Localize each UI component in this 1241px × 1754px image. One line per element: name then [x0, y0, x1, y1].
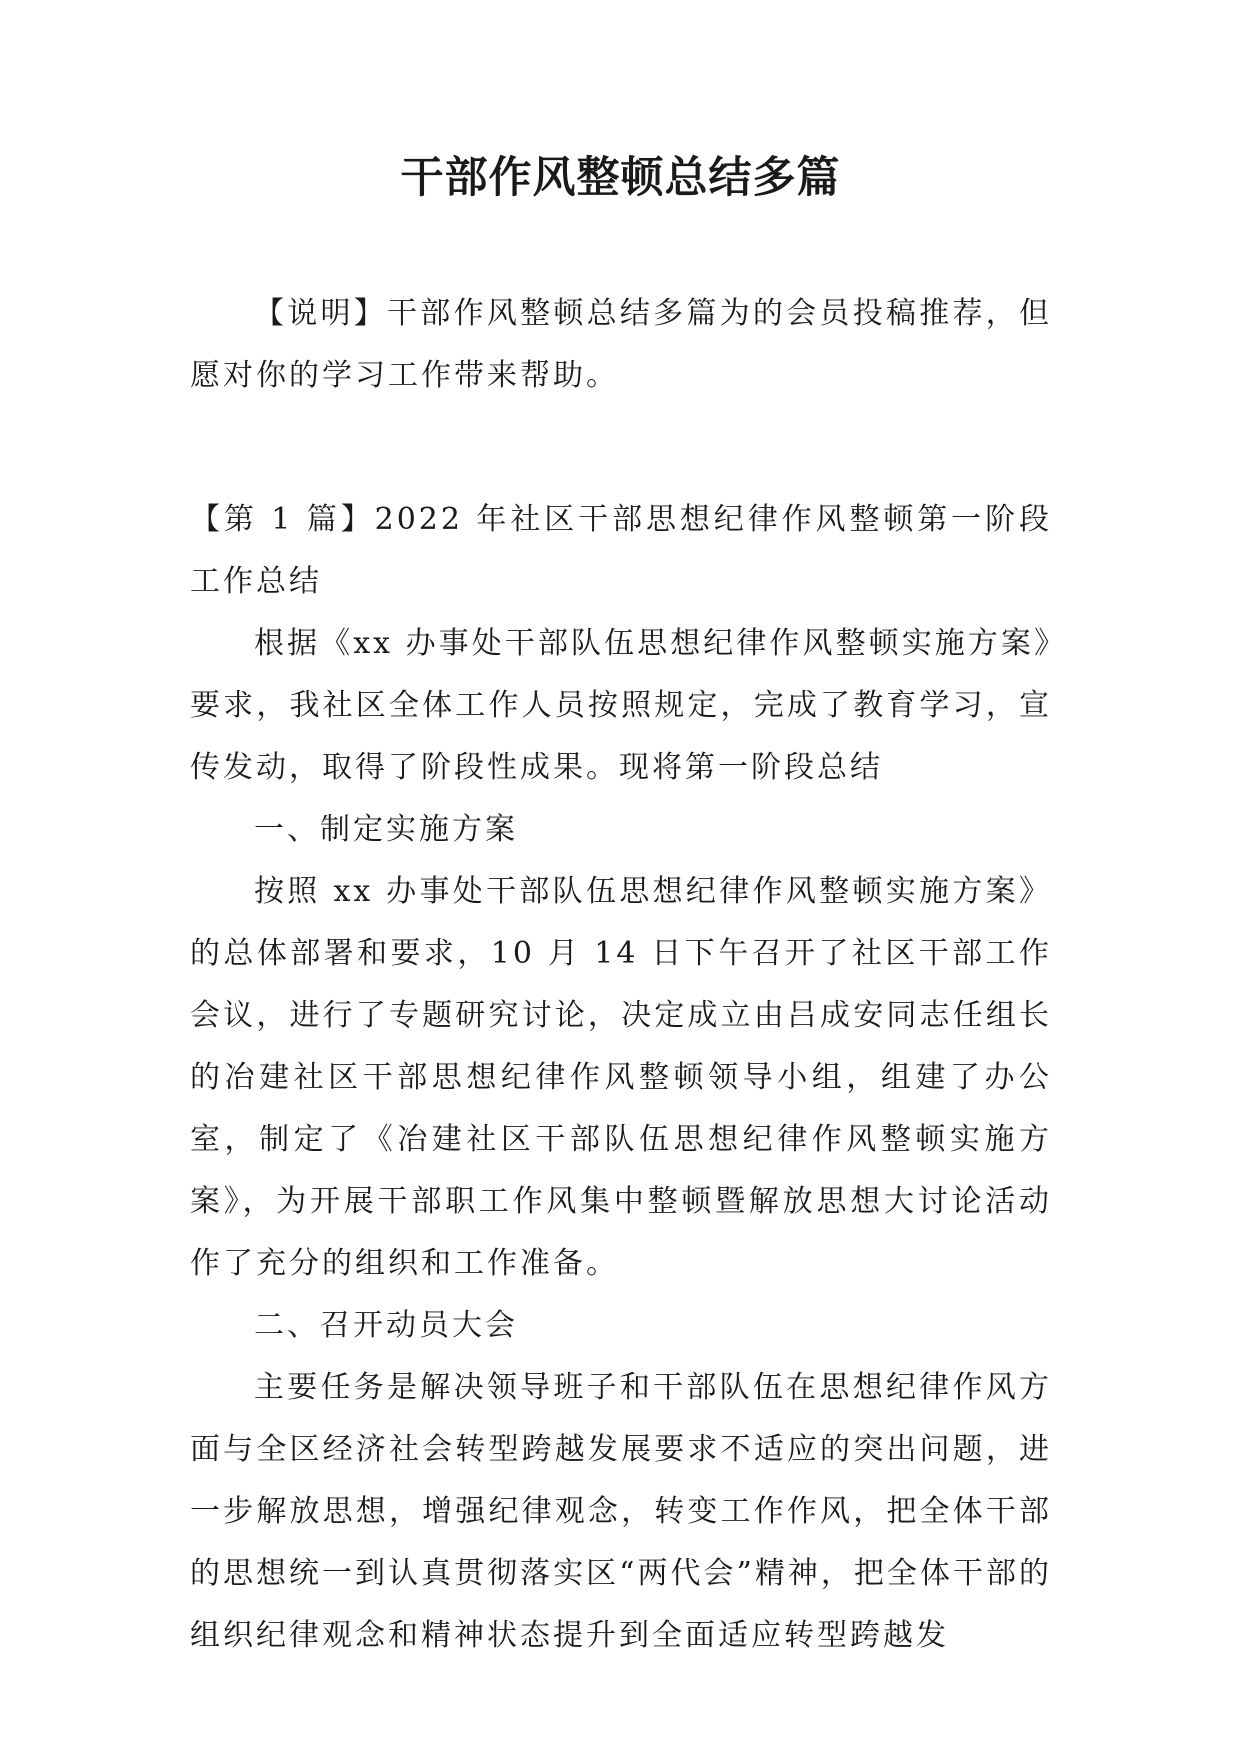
body-paragraph-1: 根据《xx 办事处干部队伍思想纪律作风整顿实施方案》要求，我社区全体工作人员按照规定，完成了教育学习，宣传发动，取得了阶段性成果。现将第一阶段总结 [190, 626, 1052, 785]
body-paragraph-2: 按照 xx 办事处干部队伍思想纪律作风整顿实施方案》的总体部署和要求，10 月 14 日下午召开了社区干部工作会议，进行了专题研究讨论，决定成立由吕成安同志任组长的冶建社区干部思想纪律作风整顿领导小组，组建了办公室，制定了《冶建社区干部队伍思想纪律作风整顿实施方案》，为开展干部职工作风集中整顿暨解放思想大讨论活动作了充分的组织和工作准备。 [190, 874, 1052, 1281]
document-body [190, 283, 1052, 1667]
article-heading: 【第 1 篇】2022 年社区干部思想纪律作风整顿第一阶段工作总结 [190, 502, 1052, 599]
note-paragraph: 【说明】干部作风整顿总结多篇为的会员投稿推荐，但愿对你的学习工作带来帮助。 [190, 296, 1052, 393]
section-heading-1: 一、制定实施方案 [254, 812, 518, 847]
body-paragraph-3: 主要任务是解决领导班子和干部队伍在思想纪律作风方面与全区经济社会转型跨越发展要求不适应的突出问题，进一步解放思想，增强纪律观念，转变工作作风，把全体干部的思想统一到认真贯彻落实区“两代会”精神，把全体干部的组织纪律观念和精神状态提升到全面适应转型跨越发 [190, 1370, 1052, 1653]
document-title: 干部作风整顿总结多篇 [400, 153, 841, 203]
section-heading-2: 二、召开动员大会 [254, 1308, 518, 1343]
